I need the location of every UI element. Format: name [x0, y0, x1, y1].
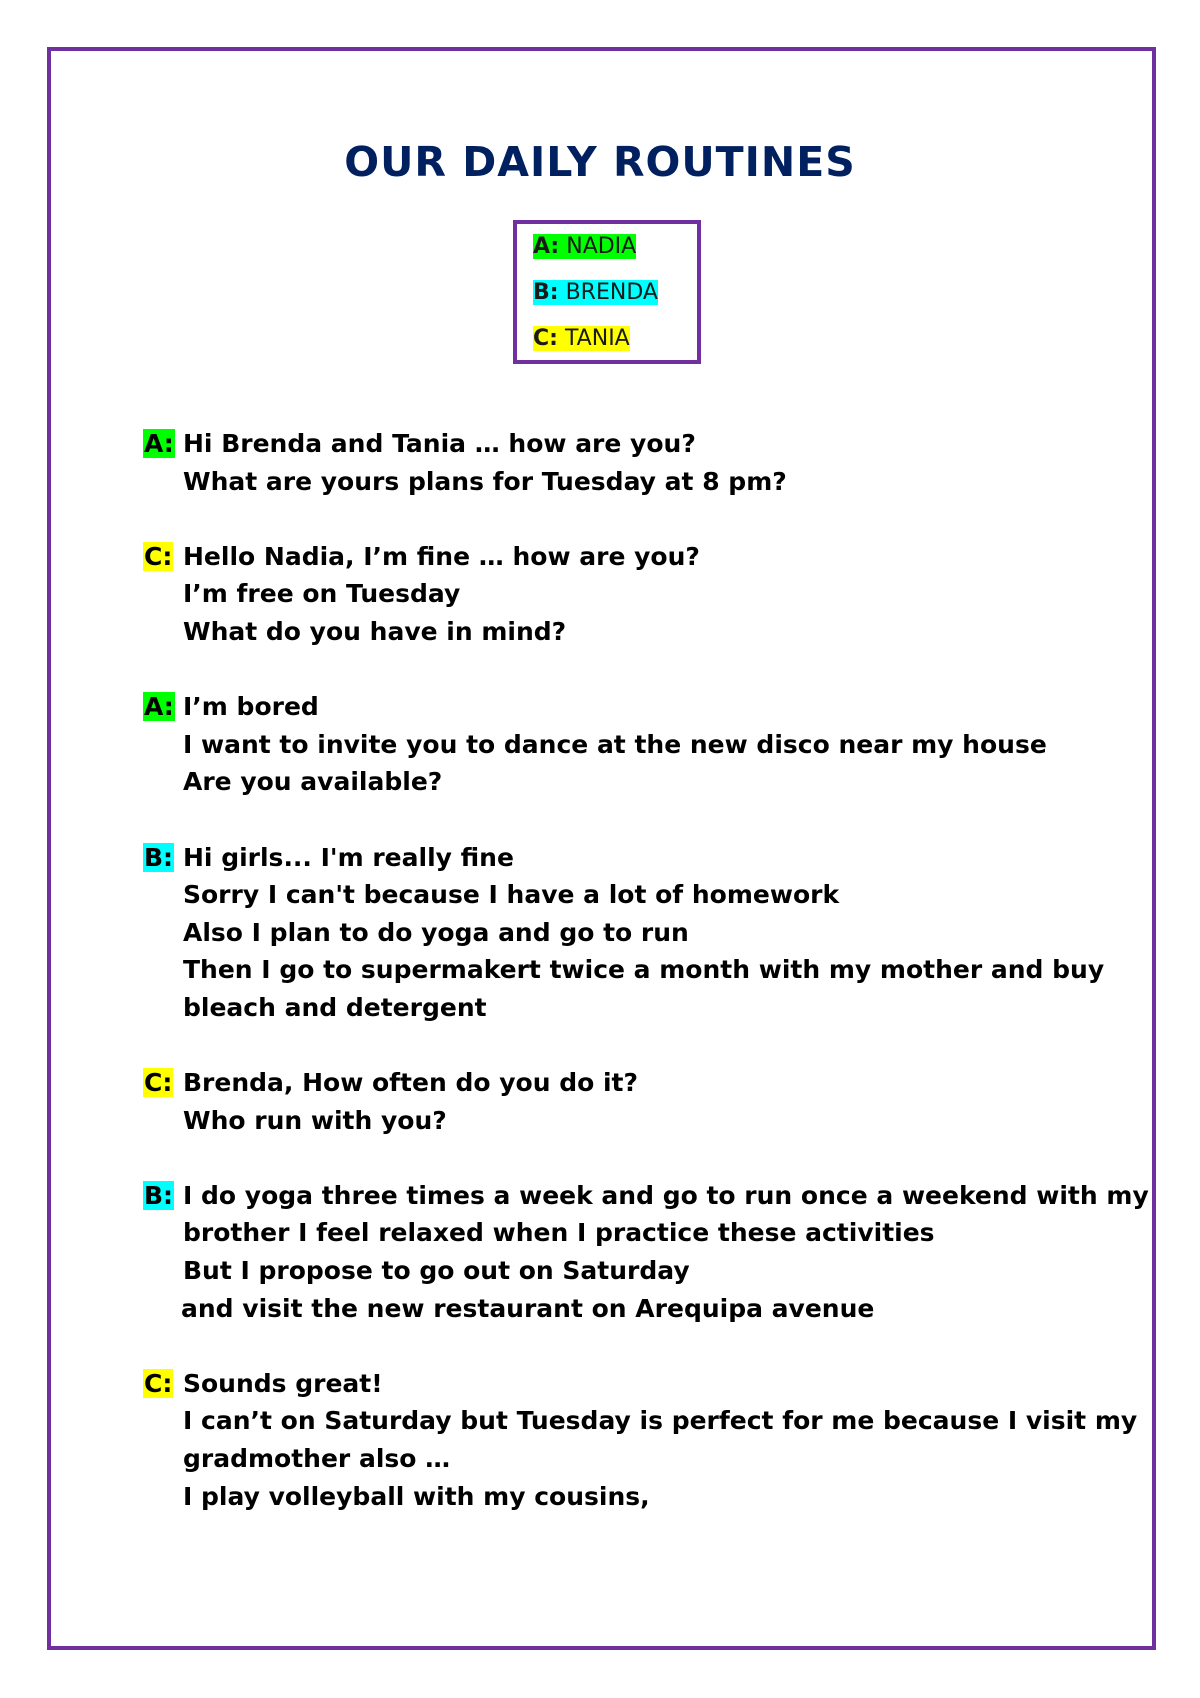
- dialogue-line: [143, 1365, 1143, 1403]
- speaker-tag: B:: [144, 1180, 174, 1210]
- speaker-tag: C:: [144, 1368, 173, 1398]
- legend-item-a: [533, 232, 697, 278]
- speaker-tag: C:: [144, 1068, 173, 1098]
- dialogue-line: [143, 1252, 1143, 1290]
- dialogue-line: [143, 425, 1143, 463]
- line-text: I want to invite you to dance at the new disco near my house: [183, 729, 1047, 759]
- dialogue-turn: [143, 1365, 1143, 1515]
- dialogue-turn: [143, 1177, 1149, 1327]
- line-text: I do yoga three times a week and go to run once a weekend with my: [183, 1180, 1149, 1210]
- line-text: Hi girls... I'm really fine: [183, 842, 514, 872]
- legend-name: BRENDA: [565, 280, 658, 305]
- page-title: OUR DAILY ROUTINES: [344, 138, 856, 186]
- line-text: gradmother also …: [183, 1444, 451, 1474]
- speaker-tag: A:: [144, 692, 174, 722]
- line-text: Brenda, How often do you do it?: [183, 1068, 639, 1098]
- line-text: brother I feel relaxed when I practice these activities: [183, 1218, 935, 1248]
- line-text: What are yours plans for Tuesday at 8 pm?: [183, 466, 787, 496]
- line-text: I’m bored: [183, 692, 319, 722]
- dialogue-line: [143, 876, 1143, 914]
- dialogue-line: [143, 1064, 1143, 1102]
- line-text: I can’t on Saturday but Tuesday is perfect for me because I visit my: [183, 1406, 1138, 1436]
- dialogue-line: [143, 1102, 1143, 1140]
- line-text: Sorry I can't because I have a lot of homework: [183, 880, 840, 910]
- line-text: But I propose to go out on Saturday: [183, 1256, 690, 1286]
- dialogue-turn: [143, 425, 1143, 500]
- legend-item-b: [533, 278, 697, 324]
- line-text: and visit the new restaurant on Arequipa avenue: [181, 1293, 875, 1323]
- line-text: I’m free on Tuesday: [183, 579, 461, 609]
- line-text: Hi Brenda and Tania … how are you?: [183, 429, 696, 458]
- dialogue-line: [143, 989, 1143, 1027]
- dialogue-line: [143, 763, 1143, 801]
- dialogue-line: [143, 463, 1143, 501]
- speaker-tag: C:: [144, 541, 173, 571]
- dialogue-line: [143, 1290, 1143, 1328]
- speaker-tag: A:: [144, 429, 174, 458]
- legend-key: C:: [533, 326, 558, 351]
- legend-item-c: [533, 324, 697, 370]
- dialogue-line: [143, 1478, 1143, 1516]
- legend-key: A:: [533, 234, 560, 259]
- dialogue-line: [143, 613, 1143, 651]
- speaker-legend: [513, 220, 701, 364]
- dialogue-line: [143, 1440, 1143, 1478]
- dialogue-turn: [143, 1064, 1143, 1139]
- line-text: Hello Nadia, I’m fine … how are you?: [183, 541, 700, 571]
- line-text: Who run with you?: [183, 1105, 447, 1135]
- dialogue-line: [143, 1177, 1149, 1215]
- dialogue-turn: [143, 688, 1143, 801]
- dialogue-line: [143, 575, 1143, 613]
- line-text: Also I plan to do yoga and go to run: [183, 917, 689, 947]
- dialogue-line: [143, 726, 1143, 764]
- dialogue-turn: [143, 538, 1143, 651]
- line-text: Are you available?: [183, 767, 443, 797]
- dialogue-line: [143, 1214, 1143, 1252]
- line-text: bleach and detergent: [183, 992, 487, 1022]
- dialogue-turn: [143, 839, 1143, 1027]
- dialogue-line: [143, 914, 1143, 952]
- legend-key: B:: [533, 280, 559, 305]
- line-text: Then I go to supermakert twice a month with my mother and buy: [183, 955, 1105, 985]
- line-text: Sounds great!: [183, 1368, 383, 1398]
- dialogue: [143, 425, 1149, 1553]
- dialogue-line: [143, 839, 1143, 877]
- dialogue-line: [143, 951, 1143, 989]
- dialogue-line: [143, 1402, 1143, 1440]
- legend-name: NADIA: [566, 234, 637, 259]
- line-text: What do you have in mind?: [183, 616, 567, 646]
- line-text: I play volleyball with my cousins,: [183, 1481, 650, 1511]
- speaker-tag: B:: [144, 842, 174, 872]
- dialogue-line: [143, 538, 1143, 576]
- legend-name: TANIA: [564, 326, 630, 351]
- dialogue-line: [143, 688, 1143, 726]
